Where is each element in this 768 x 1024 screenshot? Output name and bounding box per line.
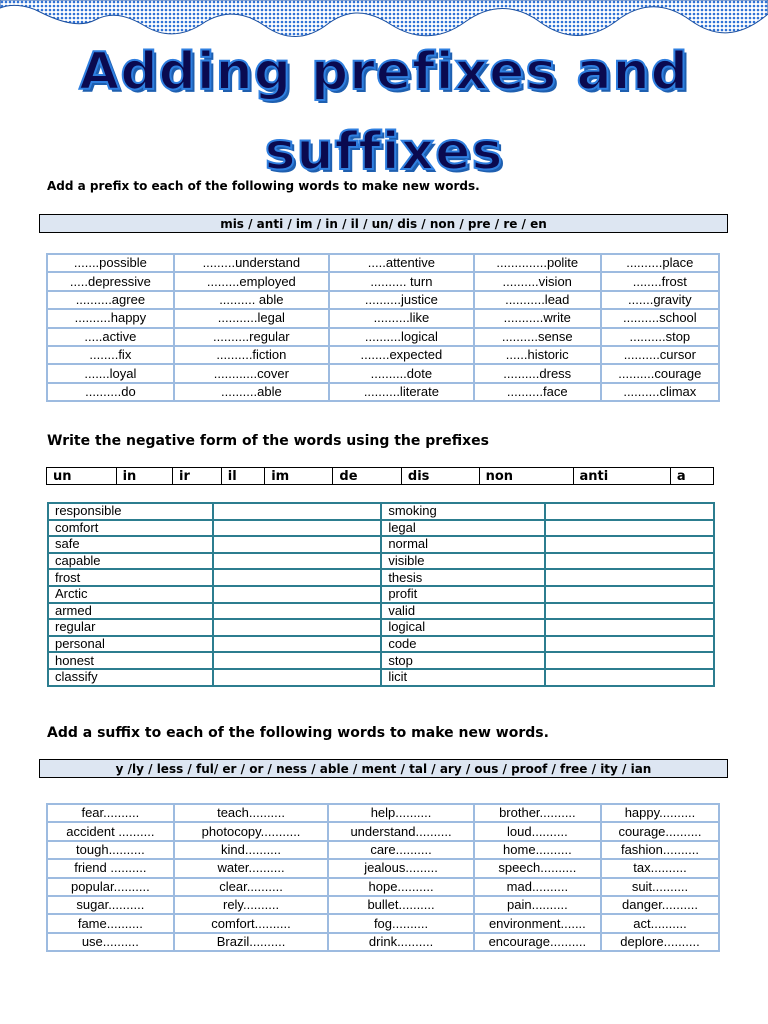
negative-row: [48, 536, 714, 553]
answer-cell[interactable]: [545, 520, 714, 537]
prefix-option: dis: [401, 468, 479, 485]
suffix-grid-cell[interactable]: tax..........: [601, 859, 719, 877]
prefix-grid-cell[interactable]: ..........happy: [47, 309, 174, 327]
answer-cell[interactable]: [213, 586, 382, 603]
prefix-grid-cell[interactable]: ......historic: [474, 346, 601, 364]
suffix-grid-cell[interactable]: friend ..........: [47, 859, 174, 877]
suffix-grid-cell[interactable]: fog..........: [328, 914, 473, 932]
answer-cell[interactable]: [213, 619, 382, 636]
prefix-grid-cell[interactable]: ..........able: [174, 383, 329, 401]
negative-row: [48, 569, 714, 586]
base-word: safe: [48, 536, 213, 553]
suffix-grid-cell[interactable]: drink..........: [328, 933, 473, 951]
section2-instruction: Write the negative form of the words using the prefixes: [47, 433, 489, 449]
prefix-grid-cell[interactable]: ..........vision: [474, 272, 601, 290]
base-word: valid: [381, 603, 545, 620]
prefix-grid-cell[interactable]: .......loyal: [47, 364, 174, 382]
negative-row: [48, 619, 714, 636]
answer-cell[interactable]: [545, 652, 714, 669]
suffix-grid-cell[interactable]: tough..........: [47, 841, 174, 859]
prefix-word-bank: mis / anti / im / in / il / un/ dis / non / pre / re / en: [39, 214, 728, 233]
base-word: licit: [381, 669, 545, 686]
suffix-grid-cell[interactable]: kind..........: [174, 841, 329, 859]
answer-cell[interactable]: [213, 603, 382, 620]
prefix-grid-cell[interactable]: ..........dress: [474, 364, 601, 382]
negative-row: [48, 503, 714, 520]
suffix-grid-row: [47, 859, 719, 877]
prefix-grid-cell[interactable]: .....active: [47, 328, 174, 346]
prefix-grid-cell[interactable]: ..........stop: [601, 328, 719, 346]
answer-cell[interactable]: [213, 536, 382, 553]
base-word: visible: [381, 553, 545, 570]
section1-instruction: Add a prefix to each of the following words to make new words.: [47, 179, 480, 193]
prefix-grid-row: [47, 254, 719, 272]
suffix-grid-cell[interactable]: act..........: [601, 914, 719, 932]
prefix-grid-cell[interactable]: ..........dote: [329, 364, 474, 382]
negative-row: [48, 553, 714, 570]
base-word: Arctic: [48, 586, 213, 603]
suffix-grid-cell[interactable]: jealous.........: [328, 859, 473, 877]
answer-cell[interactable]: [545, 669, 714, 686]
suffix-grid-row: [47, 878, 719, 896]
prefix-grid-row: [47, 346, 719, 364]
negative-row: [48, 520, 714, 537]
prefix-grid-cell[interactable]: ..........face: [474, 383, 601, 401]
prefix-grid-cell[interactable]: ...........lead: [474, 291, 601, 309]
suffix-grid-cell[interactable]: care..........: [328, 841, 473, 859]
base-word: normal: [381, 536, 545, 553]
prefix-grid-cell[interactable]: ...........write: [474, 309, 601, 327]
base-word: regular: [48, 619, 213, 636]
prefix-grid-cell[interactable]: ..........literate: [329, 383, 474, 401]
prefix-grid-cell[interactable]: ..........regular: [174, 328, 329, 346]
suffix-grid-row: [47, 804, 719, 822]
suffix-grid-cell[interactable]: popular..........: [47, 878, 174, 896]
prefix-grid-row: [47, 272, 719, 290]
prefix-grid-cell[interactable]: .....depressive: [47, 272, 174, 290]
negative-row: [48, 586, 714, 603]
suffix-grid-cell[interactable]: brother..........: [474, 804, 601, 822]
suffix-grid-cell[interactable]: teach..........: [174, 804, 329, 822]
prefix-grid-cell[interactable]: ..........like: [329, 309, 474, 327]
prefix-grid-cell[interactable]: ..............polite: [474, 254, 601, 272]
answer-cell[interactable]: [213, 569, 382, 586]
base-word: code: [381, 636, 545, 653]
suffix-grid-cell[interactable]: comfort..........: [174, 914, 329, 932]
prefix-option: im: [265, 468, 333, 485]
prefix-grid-row: [47, 364, 719, 382]
negative-row: [48, 669, 714, 686]
answer-cell[interactable]: [545, 536, 714, 553]
suffix-grid-row: [47, 896, 719, 914]
suffix-grid-cell[interactable]: suit..........: [601, 878, 719, 896]
suffix-grid-cell[interactable]: speech..........: [474, 859, 601, 877]
answer-cell[interactable]: [213, 636, 382, 653]
base-word: classify: [48, 669, 213, 686]
answer-cell[interactable]: [545, 586, 714, 603]
base-word: profit: [381, 586, 545, 603]
prefix-grid-cell[interactable]: .....attentive: [329, 254, 474, 272]
prefix-grid-cell[interactable]: ..........school: [601, 309, 719, 327]
suffix-grid-cell[interactable]: fear..........: [47, 804, 174, 822]
prefix-grid-row: [47, 383, 719, 401]
prefix-grid-cell[interactable]: .........employed: [174, 272, 329, 290]
prefix-grid-cell[interactable]: .......... turn: [329, 272, 474, 290]
suffix-grid-cell[interactable]: environment.......: [474, 914, 601, 932]
base-word: personal: [48, 636, 213, 653]
prefix-grid-row: [47, 291, 719, 309]
prefix-option: anti: [573, 468, 670, 485]
suffix-grid-row: [47, 822, 719, 840]
suffix-grid-cell[interactable]: mad..........: [474, 878, 601, 896]
answer-cell[interactable]: [545, 619, 714, 636]
suffix-grid-cell[interactable]: clear..........: [174, 878, 329, 896]
prefix-grid-row: [47, 328, 719, 346]
negative-row: [48, 636, 714, 653]
negative-prefix-list: [46, 467, 714, 485]
suffix-grid-cell[interactable]: help..........: [328, 804, 473, 822]
negative-row: [48, 652, 714, 669]
prefix-grid-cell[interactable]: ..........climax: [601, 383, 719, 401]
prefix-grid-cell[interactable]: ........frost: [601, 272, 719, 290]
prefix-grid-cell[interactable]: .........understand: [174, 254, 329, 272]
prefix-grid-cell[interactable]: ........expected: [329, 346, 474, 364]
prefix-option: a: [670, 468, 713, 485]
answer-cell[interactable]: [213, 520, 382, 537]
prefix-grid-cell[interactable]: .......gravity: [601, 291, 719, 309]
answer-cell[interactable]: [545, 569, 714, 586]
answer-cell[interactable]: [213, 553, 382, 570]
prefix-option: ir: [173, 468, 222, 485]
suffix-grid-cell[interactable]: fashion..........: [601, 841, 719, 859]
page-title-line-1: Adding prefixes and: [79, 42, 689, 102]
base-word: responsible: [48, 503, 213, 520]
suffix-grid-cell[interactable]: fame..........: [47, 914, 174, 932]
prefix-grid-cell[interactable]: ..........agree: [47, 291, 174, 309]
page-title-line-2: suffixes: [264, 122, 504, 182]
answer-cell[interactable]: [545, 603, 714, 620]
answer-cell[interactable]: [545, 636, 714, 653]
prefix-grid-cell[interactable]: ........fix: [47, 346, 174, 364]
base-word: thesis: [381, 569, 545, 586]
suffix-grid-cell[interactable]: use..........: [47, 933, 174, 951]
base-word: frost: [48, 569, 213, 586]
prefix-grid-cell[interactable]: ..........fiction: [174, 346, 329, 364]
suffix-grid-cell[interactable]: courage..........: [601, 822, 719, 840]
negative-form-table: [47, 502, 715, 687]
prefix-grid-cell[interactable]: ..........justice: [329, 291, 474, 309]
suffix-grid-cell[interactable]: hope..........: [328, 878, 473, 896]
prefix-grid-cell[interactable]: ............cover: [174, 364, 329, 382]
prefix-grid-cell[interactable]: ..........sense: [474, 328, 601, 346]
suffix-grid-cell[interactable]: danger..........: [601, 896, 719, 914]
suffix-grid-row: [47, 933, 719, 951]
prefix-grid-cell[interactable]: ..........place: [601, 254, 719, 272]
answer-cell[interactable]: [213, 669, 382, 686]
suffix-word-bank: y /ly / less / ful/ er / or / ness / able / ment / tal / ary / ous / proof / free / ity / ian: [39, 759, 728, 778]
base-word: legal: [381, 520, 545, 537]
base-word: capable: [48, 553, 213, 570]
suffix-grid-cell[interactable]: sugar..........: [47, 896, 174, 914]
prefix-grid-cell[interactable]: ...........legal: [174, 309, 329, 327]
suffix-grid-cell[interactable]: deplore..........: [601, 933, 719, 951]
suffix-grid-cell[interactable]: encourage..........: [474, 933, 601, 951]
prefix-grid-cell[interactable]: ..........courage: [601, 364, 719, 382]
prefix-grid-row: [47, 309, 719, 327]
suffix-grid-cell[interactable]: understand..........: [328, 822, 473, 840]
answer-cell[interactable]: [545, 503, 714, 520]
prefix-word-grid: [46, 253, 720, 402]
suffix-grid-cell[interactable]: rely..........: [174, 896, 329, 914]
prefix-grid-cell[interactable]: ..........cursor: [601, 346, 719, 364]
prefix-option: il: [221, 468, 264, 485]
answer-cell[interactable]: [213, 503, 382, 520]
section3-instruction: Add a suffix to each of the following words to make new words.: [47, 725, 549, 741]
suffix-grid-cell[interactable]: loud..........: [474, 822, 601, 840]
prefix-grid-cell[interactable]: ..........do: [47, 383, 174, 401]
suffix-grid-row: [47, 841, 719, 859]
base-word: armed: [48, 603, 213, 620]
prefix-grid-cell[interactable]: .......possible: [47, 254, 174, 272]
suffix-word-grid: [46, 803, 720, 952]
prefix-grid-cell[interactable]: .......... able: [174, 291, 329, 309]
answer-cell[interactable]: [213, 652, 382, 669]
suffix-grid-cell[interactable]: pain..........: [474, 896, 601, 914]
suffix-grid-cell[interactable]: accident ..........: [47, 822, 174, 840]
base-word: honest: [48, 652, 213, 669]
prefix-option: non: [479, 468, 573, 485]
prefix-option: un: [47, 468, 117, 485]
suffix-grid-cell[interactable]: Brazil..........: [174, 933, 329, 951]
base-word: stop: [381, 652, 545, 669]
decorative-wave-banner: [0, 0, 768, 40]
suffix-grid-cell[interactable]: water..........: [174, 859, 329, 877]
suffix-grid-cell[interactable]: happy..........: [601, 804, 719, 822]
suffix-grid-row: [47, 914, 719, 932]
suffix-grid-cell[interactable]: home..........: [474, 841, 601, 859]
answer-cell[interactable]: [545, 553, 714, 570]
base-word: comfort: [48, 520, 213, 537]
negative-row: [48, 603, 714, 620]
prefix-grid-cell[interactable]: ..........logical: [329, 328, 474, 346]
base-word: smoking: [381, 503, 545, 520]
base-word: logical: [381, 619, 545, 636]
prefix-option: de: [333, 468, 402, 485]
prefix-option: in: [116, 468, 172, 485]
suffix-grid-cell[interactable]: bullet..........: [328, 896, 473, 914]
suffix-grid-cell[interactable]: photocopy...........: [174, 822, 329, 840]
